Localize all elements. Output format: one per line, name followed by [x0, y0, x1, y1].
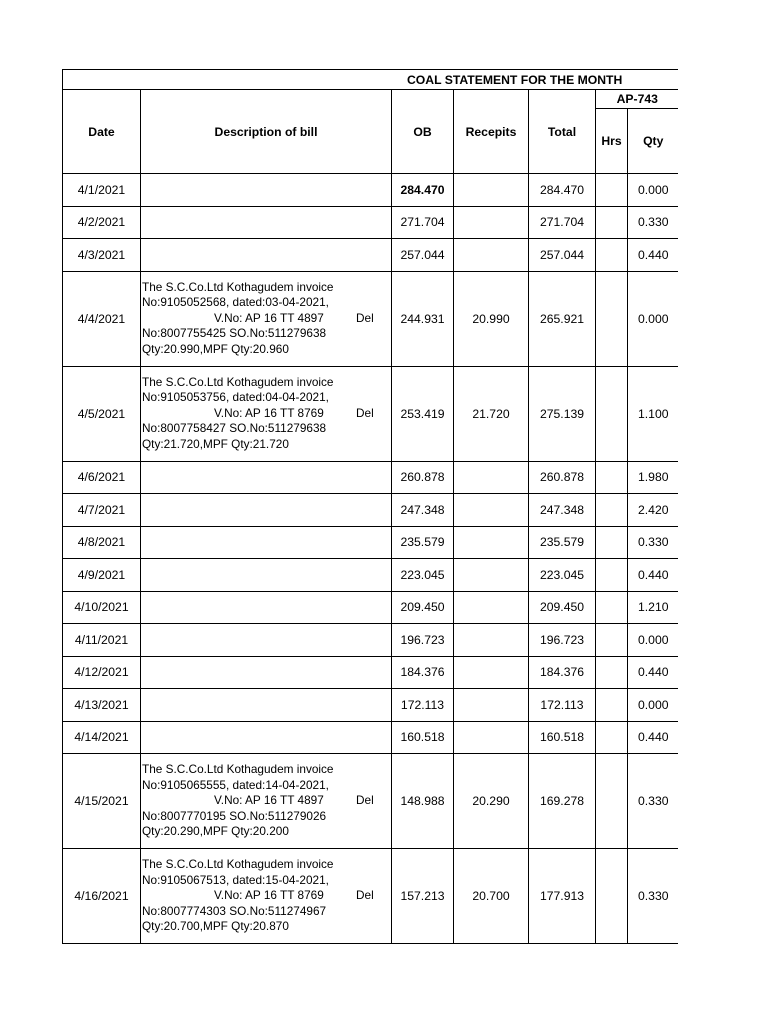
table-row — [63, 526, 679, 559]
header-ob: OB — [392, 90, 454, 174]
total-cell: 177.913 — [529, 849, 596, 944]
vehicle-number: V.No: AP 16 TT 4897 — [214, 310, 324, 325]
qty-cell: 0.000 — [628, 174, 679, 207]
description-cell — [141, 689, 392, 722]
description-cell — [141, 591, 392, 624]
date-cell: 4/2/2021 — [63, 206, 141, 239]
receipts-cell: 20.700 — [454, 849, 529, 944]
table-row — [63, 271, 679, 366]
description-cell — [141, 206, 392, 239]
qty-cell: 1.100 — [628, 366, 679, 461]
table-row — [63, 174, 679, 207]
hrs-cell — [596, 271, 628, 366]
del-label: Del — [356, 310, 374, 325]
description-cell — [141, 239, 392, 272]
ob-cell: 157.213 — [392, 849, 454, 944]
table-row — [63, 559, 679, 592]
table-row — [63, 656, 679, 689]
date-cell: 4/6/2021 — [63, 461, 141, 494]
ob-cell: 235.579 — [392, 526, 454, 559]
ob-cell: 244.931 — [392, 271, 454, 366]
hrs-cell — [596, 239, 628, 272]
date-cell: 4/5/2021 — [63, 366, 141, 461]
ob-cell: 148.988 — [392, 754, 454, 849]
date-cell: 4/12/2021 — [63, 656, 141, 689]
receipts-cell — [454, 624, 529, 657]
receipts-cell — [454, 689, 529, 722]
qty-cell: 0.330 — [628, 206, 679, 239]
description-cell — [141, 271, 392, 366]
description-cell — [141, 754, 392, 849]
receipts-cell: 20.290 — [454, 754, 529, 849]
desc-line: No:8007755425 SO.No:511279638 — [142, 326, 327, 341]
qty-cell: 2.420 — [628, 494, 679, 527]
qty-cell: 0.440 — [628, 656, 679, 689]
date-cell: 4/14/2021 — [63, 721, 141, 754]
receipts-cell: 21.720 — [454, 366, 529, 461]
qty-cell: 0.000 — [628, 271, 679, 366]
description-cell — [141, 461, 392, 494]
header-ap-743: AP-743 — [596, 90, 679, 109]
vehicle-number: V.No: AP 16 TT 4897 — [214, 793, 324, 808]
header-date: Date — [63, 90, 141, 174]
description-cell — [141, 721, 392, 754]
del-label: Del — [356, 888, 374, 903]
description-cell — [141, 656, 392, 689]
hrs-cell — [596, 366, 628, 461]
header-qty: Qty — [628, 109, 679, 174]
desc-line: No:9105052568, dated:03-04-2021, — [142, 295, 329, 310]
total-cell: 235.579 — [529, 526, 596, 559]
ob-cell: 196.723 — [392, 624, 454, 657]
desc-line: No:9105067513, dated:15-04-2021, — [142, 872, 329, 887]
hrs-cell — [596, 174, 628, 207]
receipts-cell — [454, 239, 529, 272]
hrs-cell — [596, 689, 628, 722]
hrs-cell — [596, 849, 628, 944]
desc-line: Qty:20.700,MPF Qty:20.870 — [142, 919, 289, 934]
vehicle-number: V.No: AP 16 TT 8769 — [214, 405, 324, 420]
hrs-cell — [596, 591, 628, 624]
total-cell: 275.139 — [529, 366, 596, 461]
desc-line-vehicle — [142, 888, 388, 903]
receipts-cell — [454, 526, 529, 559]
ob-cell: 257.044 — [392, 239, 454, 272]
desc-line: No:9105065555, dated:14-04-2021, — [142, 777, 329, 792]
table-row — [63, 494, 679, 527]
desc-line-vehicle — [142, 793, 388, 808]
qty-cell: 1.980 — [628, 461, 679, 494]
total-cell: 196.723 — [529, 624, 596, 657]
total-cell: 223.045 — [529, 559, 596, 592]
qty-cell: 0.000 — [628, 624, 679, 657]
desc-line: Qty:20.290,MPF Qty:20.200 — [142, 824, 289, 839]
qty-cell: 0.440 — [628, 721, 679, 754]
receipts-cell — [454, 174, 529, 207]
total-cell: 169.278 — [529, 754, 596, 849]
desc-line-vehicle — [142, 311, 388, 326]
desc-line-vehicle — [142, 406, 388, 421]
date-cell: 4/1/2021 — [63, 174, 141, 207]
receipts-cell — [454, 559, 529, 592]
hrs-cell — [596, 206, 628, 239]
hrs-cell — [596, 656, 628, 689]
ob-cell: 247.348 — [392, 494, 454, 527]
receipts-cell — [454, 206, 529, 239]
del-label: Del — [356, 793, 374, 808]
total-cell: 247.348 — [529, 494, 596, 527]
desc-line: The S.C.Co.Ltd Kothagudem invoice — [142, 279, 334, 294]
date-cell: 4/4/2021 — [63, 271, 141, 366]
qty-cell: 1.210 — [628, 591, 679, 624]
receipts-cell — [454, 461, 529, 494]
qty-cell: 0.330 — [628, 849, 679, 944]
total-cell: 271.704 — [529, 206, 596, 239]
coal-statement-sheet — [62, 69, 678, 944]
statement-title: COAL STATEMENT FOR THE MONTH — [407, 72, 623, 87]
desc-line: The S.C.Co.Ltd Kothagudem invoice — [142, 857, 334, 872]
total-cell: 265.921 — [529, 271, 596, 366]
description-cell — [141, 366, 392, 461]
description-cell — [141, 174, 392, 207]
table-row — [63, 624, 679, 657]
ob-cell: 223.045 — [392, 559, 454, 592]
description-cell — [141, 849, 392, 944]
qty-cell: 0.440 — [628, 559, 679, 592]
statement-title-cell — [63, 70, 679, 90]
qty-cell: 0.330 — [628, 754, 679, 849]
table-row — [63, 849, 679, 944]
hrs-cell — [596, 461, 628, 494]
ob-cell: 172.113 — [392, 689, 454, 722]
receipts-cell — [454, 494, 529, 527]
total-cell: 184.376 — [529, 656, 596, 689]
description-cell — [141, 559, 392, 592]
ob-cell: 209.450 — [392, 591, 454, 624]
table-row — [63, 689, 679, 722]
hrs-cell — [596, 494, 628, 527]
total-cell: 284.470 — [529, 174, 596, 207]
desc-line: No:8007770195 SO.No:511279026 — [142, 808, 327, 823]
desc-line: No:8007774303 SO.No:511274967 — [142, 903, 327, 918]
coal-statement-table — [62, 69, 678, 944]
header-description: Description of bill — [141, 90, 392, 174]
description-cell — [141, 624, 392, 657]
date-cell: 4/16/2021 — [63, 849, 141, 944]
desc-line: The S.C.Co.Ltd Kothagudem invoice — [142, 374, 334, 389]
ob-cell: 184.376 — [392, 656, 454, 689]
desc-line: No:9105053756, dated:04-04-2021, — [142, 390, 329, 405]
table-row — [63, 461, 679, 494]
header-receipts: Recepits — [454, 90, 529, 174]
receipts-cell — [454, 721, 529, 754]
ob-cell: 253.419 — [392, 366, 454, 461]
desc-line: Qty:21.720,MPF Qty:21.720 — [142, 436, 289, 451]
date-cell: 4/13/2021 — [63, 689, 141, 722]
total-cell: 257.044 — [529, 239, 596, 272]
del-label: Del — [356, 405, 374, 420]
table-row — [63, 754, 679, 849]
table-row — [63, 721, 679, 754]
date-cell: 4/10/2021 — [63, 591, 141, 624]
date-cell: 4/8/2021 — [63, 526, 141, 559]
table-row — [63, 366, 679, 461]
vehicle-number: V.No: AP 16 TT 8769 — [214, 888, 324, 903]
ob-cell: 284.470 — [392, 174, 454, 207]
table-row — [63, 239, 679, 272]
date-cell: 4/11/2021 — [63, 624, 141, 657]
receipts-cell: 20.990 — [454, 271, 529, 366]
qty-cell: 0.440 — [628, 239, 679, 272]
hrs-cell — [596, 624, 628, 657]
desc-line: No:8007758427 SO.No:511279638 — [142, 421, 327, 436]
qty-cell: 0.000 — [628, 689, 679, 722]
hrs-cell — [596, 526, 628, 559]
table-row — [63, 591, 679, 624]
table-row — [63, 206, 679, 239]
ob-cell: 160.518 — [392, 721, 454, 754]
total-cell: 160.518 — [529, 721, 596, 754]
date-cell: 4/7/2021 — [63, 494, 141, 527]
date-cell: 4/3/2021 — [63, 239, 141, 272]
date-cell: 4/9/2021 — [63, 559, 141, 592]
receipts-cell — [454, 591, 529, 624]
ob-cell: 271.704 — [392, 206, 454, 239]
date-cell: 4/15/2021 — [63, 754, 141, 849]
desc-line: The S.C.Co.Ltd Kothagudem invoice — [142, 762, 334, 777]
receipts-cell — [454, 656, 529, 689]
hrs-cell — [596, 754, 628, 849]
description-cell — [141, 494, 392, 527]
total-cell: 209.450 — [529, 591, 596, 624]
header-total: Total — [529, 90, 596, 174]
total-cell: 172.113 — [529, 689, 596, 722]
hrs-cell — [596, 721, 628, 754]
desc-line: Qty:20.990,MPF Qty:20.960 — [142, 341, 289, 356]
qty-cell: 0.330 — [628, 526, 679, 559]
ob-cell: 260.878 — [392, 461, 454, 494]
description-cell — [141, 526, 392, 559]
hrs-cell — [596, 559, 628, 592]
header-hrs: Hrs — [596, 109, 628, 174]
total-cell: 260.878 — [529, 461, 596, 494]
